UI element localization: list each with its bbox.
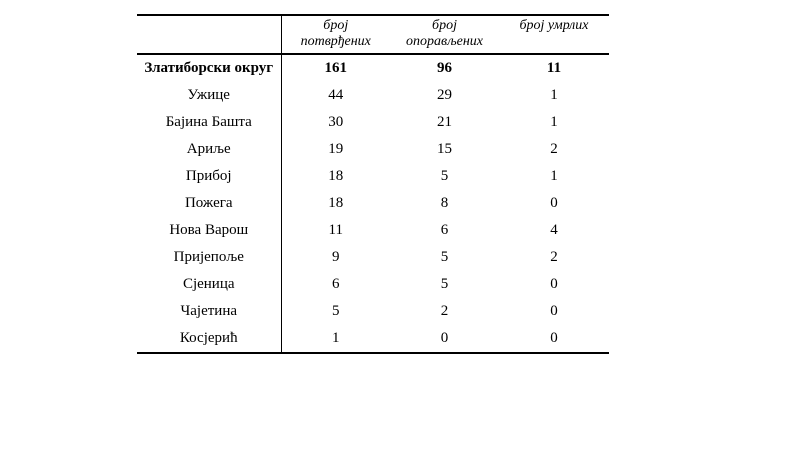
municipality-name-cell: Пожега — [137, 190, 281, 217]
deceased-count-cell: 1 — [550, 168, 558, 184]
municipality-name-cell: Нова Варош — [137, 217, 281, 244]
deceased-count-cell: 2 — [550, 141, 558, 157]
table-body — [137, 54, 609, 353]
confirmed-count-cell: 30 — [328, 114, 344, 130]
recovered-count-cell: 8 — [440, 195, 449, 211]
recovered-count-cell: 96 — [437, 60, 452, 76]
header-recovered — [390, 15, 499, 54]
recovered-count-cell: 15 — [437, 141, 452, 157]
header-row — [137, 15, 609, 54]
municipality-name-cell: Косјерић — [137, 325, 281, 353]
table-row — [137, 244, 609, 271]
confirmed-count-cell: 161 — [324, 60, 347, 76]
municipality-name-cell: Сјеница — [137, 271, 281, 298]
table-row — [137, 325, 609, 353]
table-row — [137, 109, 609, 136]
municipality-name-cell: Ужице — [137, 82, 281, 109]
confirmed-count-cell: 11 — [328, 222, 343, 238]
confirmed-count-cell: 9 — [332, 249, 340, 265]
header-confirmed — [281, 15, 390, 54]
table-row — [137, 163, 609, 190]
table-row — [137, 136, 609, 163]
municipality-name-cell: Ариље — [137, 136, 281, 163]
confirmed-count-cell: 44 — [328, 87, 344, 103]
recovered-count-cell: 2 — [440, 303, 449, 319]
municipality-name-cell: Чајетина — [137, 298, 281, 325]
confirmed-count-cell: 18 — [328, 168, 344, 184]
municipality-name-cell: Бајина Башта — [137, 109, 281, 136]
recovered-count-cell: 5 — [440, 276, 449, 292]
confirmed-count-cell: 18 — [328, 195, 344, 211]
table-row — [137, 82, 609, 109]
deceased-count-cell: 1 — [550, 87, 558, 103]
recovered-count-cell: 5 — [440, 249, 449, 265]
statistics-table-container — [137, 14, 609, 354]
deceased-count-cell: 1 — [550, 114, 558, 130]
confirmed-count-cell: 6 — [332, 276, 340, 292]
deceased-count-cell: 0 — [550, 303, 558, 319]
deceased-count-cell: 11 — [546, 60, 562, 76]
recovered-count-cell: 6 — [440, 222, 449, 238]
recovered-count-cell: 29 — [437, 87, 452, 103]
table-row — [137, 298, 609, 325]
table-row — [137, 217, 609, 244]
municipality-name-cell: Прибој — [137, 163, 281, 190]
recovered-count-cell: 0 — [390, 325, 499, 353]
confirmed-count-cell: 1 — [281, 325, 390, 353]
deceased-count-cell: 0 — [550, 276, 558, 292]
recovered-count-cell: 5 — [440, 168, 449, 184]
table-row — [137, 271, 609, 298]
table-header — [137, 15, 609, 54]
header-blank-cell — [137, 15, 281, 54]
deceased-count-cell: 2 — [550, 249, 558, 265]
table-row — [137, 190, 609, 217]
header-confirmed-label: број потврђених — [300, 18, 371, 49]
confirmed-count-cell: 19 — [328, 141, 344, 157]
municipality-name-cell: Златиборски округ — [137, 54, 281, 82]
covid-statistics-table — [137, 14, 609, 354]
confirmed-count-cell: 5 — [332, 303, 340, 319]
table-row-total — [137, 54, 609, 82]
deceased-count-cell: 4 — [550, 222, 558, 238]
recovered-count-cell: 21 — [437, 114, 452, 130]
deceased-count-cell: 0 — [550, 195, 558, 211]
header-recovered-label: број опорављених — [406, 18, 483, 49]
municipality-name-cell: Пријепоље — [137, 244, 281, 271]
header-deceased-label: број умрлих — [519, 18, 589, 33]
header-deceased — [499, 15, 609, 54]
deceased-count-cell: 0 — [499, 325, 609, 353]
